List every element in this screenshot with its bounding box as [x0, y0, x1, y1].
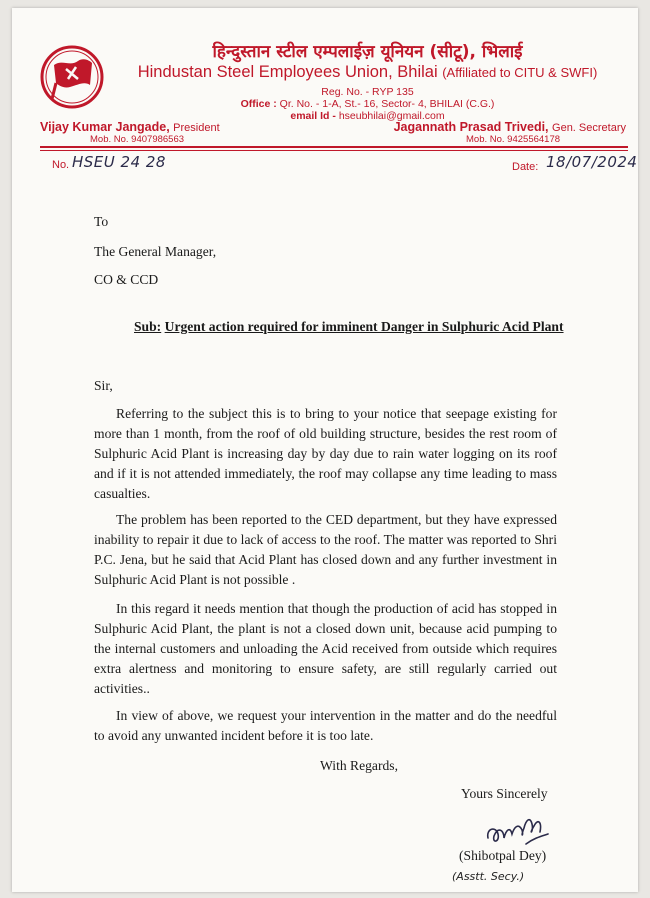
- registration-number: Reg. No. - RYP 135: [321, 86, 414, 98]
- office-label: Office :: [240, 98, 277, 110]
- paragraph-2-text: The problem has been reported to the CED department, but they have expressed inability to repair it due to lack of access to the roof. The matter was reported to Shri P.C. Jena, but he said that Acid Plant has closed down and any further investment in Sulphuric Acid Plant is not possible .: [94, 512, 557, 587]
- recipient-department: CO & CCD: [94, 272, 159, 287]
- union-affiliation: (Affiliated to CITU & SWFI): [442, 65, 598, 80]
- paragraph-4: [94, 706, 557, 746]
- paragraph-3-text: In this regard it needs mention that though the production of acid has stopped in Sulphuric Acid Plant, the plant is not a closed down unit, because acid pumping to the internal customers and unloading the Acid received from outside which requires extra alertness and monitoring to ensure safety, are still regularly carried out activities..: [94, 601, 557, 696]
- signatory-name: (Shibotpal Dey): [459, 848, 547, 863]
- reference-number-value: HSEU 24 28: [72, 153, 166, 171]
- paragraph-2: [94, 510, 557, 590]
- signatory-role: (Asstt. Secy.): [452, 870, 525, 883]
- header-divider: [40, 146, 628, 148]
- union-name-hindi: हिन्दुस्तान स्टील एम्पलाईज़ यूनियन (सीटू), भिलाई: [212, 42, 523, 62]
- closing-line: With Regards,: [320, 758, 398, 773]
- to-line: To: [94, 214, 109, 229]
- subject-line: [134, 319, 564, 335]
- president-name: Vijay Kumar Jangade,: [40, 120, 170, 134]
- subject-text: Urgent action required for imminent Danger in Sulphuric Acid Plant: [164, 319, 564, 334]
- union-name: Hindustan Steel Employees Union, Bhilai: [137, 63, 438, 81]
- reference-number-label: No.: [52, 159, 70, 171]
- secretary-mobile: Mob. No. 9425564178: [466, 134, 561, 145]
- paragraph-1-text: Referring to the subject this is to bring to your notice that seepage existing for more than 1 month, from the roof of old building structure, besides the rest room of Sulphuric Acid Plant is increasing day by day due to rain water logging on its roof and if it is not attended immediately, the roof may collapse any time leading to mass casualties.: [94, 406, 557, 501]
- secretary-name: Jagannath Prasad Trivedi,: [393, 120, 549, 134]
- yours-sincerely: Yours Sincerely: [461, 786, 548, 801]
- office-address-text: Qr. No. - 1-A, St.- 16, Sector- 4, BHILAI (C.G.): [279, 98, 495, 110]
- subject-label: Sub:: [134, 319, 162, 334]
- president-mobile: Mob. No. 9407986563: [90, 134, 185, 145]
- secretary-role: Gen. Secretary: [552, 122, 626, 134]
- signature-icon: [482, 808, 554, 850]
- office-address: [110, 98, 625, 110]
- president-line: [40, 120, 220, 134]
- email-address: hseubhilai@gmail.com: [338, 110, 445, 122]
- letter-page: [12, 8, 638, 892]
- date-value: 18/07/2024: [546, 153, 638, 171]
- president-role: President: [173, 122, 220, 134]
- secretary-line: [394, 120, 626, 134]
- salutation: Sir,: [94, 378, 113, 393]
- recipient-title: The General Manager,: [94, 244, 217, 259]
- date-label: Date:: [512, 161, 539, 173]
- union-name-english: [110, 63, 625, 82]
- paragraph-4-text: In view of above, we request your intervention in the matter and do the needful to avoid any unwanted incident before it is too late.: [94, 708, 557, 743]
- header-divider-thin: [40, 150, 628, 151]
- flag-hammer-logo-icon: [40, 45, 104, 109]
- paragraph-3: [94, 599, 557, 699]
- email-label: email Id -: [290, 110, 336, 122]
- paragraph-1: [94, 404, 557, 504]
